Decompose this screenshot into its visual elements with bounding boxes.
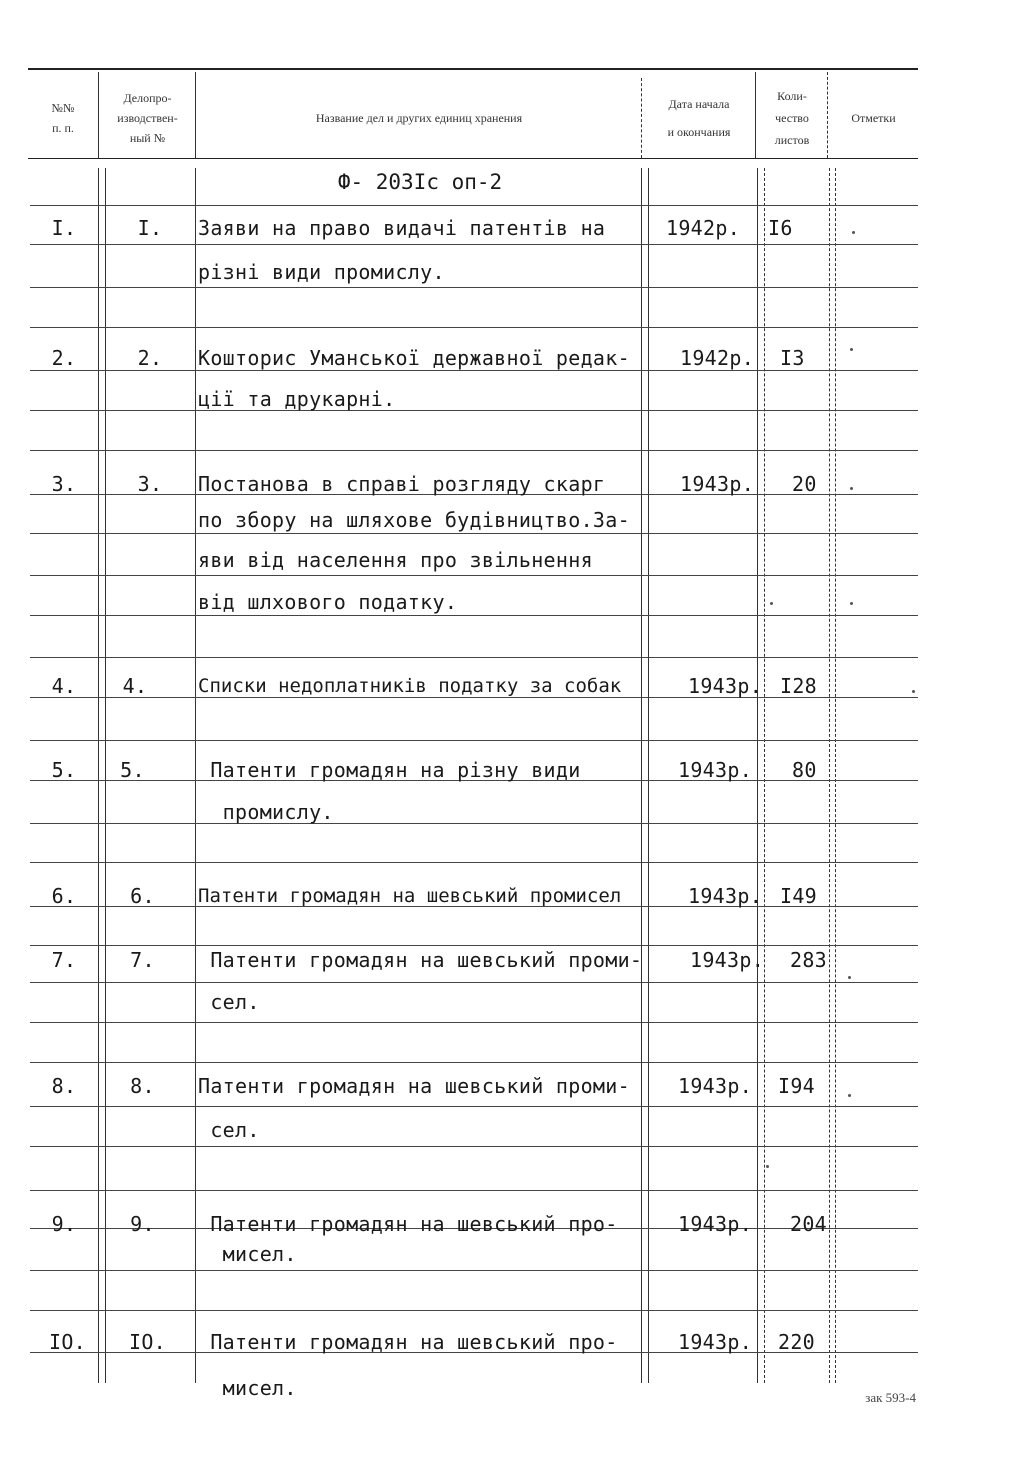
rule bbox=[30, 1146, 918, 1147]
row-8-title-line-1: Патенти громадян на шевський проми- bbox=[198, 1074, 630, 1098]
row-8-date: 1943р. bbox=[678, 1074, 753, 1098]
rule bbox=[30, 1310, 918, 1311]
row-9-num: 9. bbox=[51, 1212, 77, 1236]
header-col-office-num: Делопро- изводствен- ный № bbox=[117, 91, 178, 145]
fond-label: Ф- 203Iс оп-2 bbox=[337, 170, 503, 194]
rule bbox=[30, 1270, 918, 1271]
row-1-title-line-2: різні види промислу. bbox=[198, 260, 445, 284]
row-5-num: 5. bbox=[51, 758, 77, 782]
vline-body-5b bbox=[835, 168, 836, 1383]
header-bottom-rule bbox=[28, 158, 918, 159]
row-3-title-line-1: Постанова в справі розгляду скарг bbox=[198, 472, 606, 496]
header-col-dates: Дата начала и окончания bbox=[667, 97, 731, 139]
row-1-date: 1942р. bbox=[666, 216, 741, 240]
vline-header-5 bbox=[827, 72, 828, 158]
print-order-mark: зак 593-4 bbox=[865, 1390, 916, 1405]
row-10-date: 1943р. bbox=[678, 1330, 753, 1354]
row-8-title-line-2: сел. bbox=[198, 1118, 260, 1142]
row-6-sheets: I49 bbox=[780, 884, 818, 908]
row-3-sheets: 20 bbox=[792, 472, 817, 496]
row-5-title-line-2: промислу. bbox=[198, 800, 334, 824]
row-8-num: 8. bbox=[51, 1074, 77, 1098]
row-3-date: 1943р. bbox=[680, 472, 755, 496]
row-9-title-line-1: Патенти громадян на шевський про- bbox=[198, 1212, 618, 1236]
row-6-title-line-1: Патенти громадян на шевський промисел bbox=[198, 885, 622, 907]
scan-speck bbox=[848, 976, 851, 979]
row-3-title-line-2: по збору на шляхове будівництво.За- bbox=[198, 508, 630, 532]
row-7-sheets: 283 bbox=[790, 948, 828, 972]
rule bbox=[30, 370, 918, 371]
row-3-office-num: 3. bbox=[137, 472, 163, 496]
row-5-sheets: 80 bbox=[792, 758, 817, 782]
row-7-num: 7. bbox=[51, 948, 77, 972]
row-7-date: 1943р. bbox=[690, 948, 765, 972]
row-10-title-line-1: Патенти громадян на шевський про- bbox=[198, 1330, 618, 1354]
row-1-num: I. bbox=[51, 216, 77, 240]
scan-speck bbox=[848, 1094, 851, 1097]
rule bbox=[30, 615, 918, 616]
rule bbox=[30, 945, 918, 946]
rule bbox=[30, 410, 918, 411]
row-4-office-num: 4. bbox=[122, 674, 148, 698]
scan-speck bbox=[850, 602, 853, 605]
row-4-title-line-1: Списки недоплатників податку за собак bbox=[198, 675, 622, 697]
row-9-sheets: 204 bbox=[790, 1212, 828, 1236]
row-3-num: 3. bbox=[51, 472, 77, 496]
row-10-num: IO. bbox=[48, 1330, 87, 1354]
row-9-office-num: 9. bbox=[130, 1212, 155, 1236]
rule bbox=[30, 533, 918, 534]
vline-header-1 bbox=[98, 72, 99, 158]
row-4-sheets: I28 bbox=[780, 674, 818, 698]
rule bbox=[30, 575, 918, 576]
row-10-sheets: 220 bbox=[778, 1330, 816, 1354]
scan-speck bbox=[850, 487, 853, 490]
row-5-date: 1943р. bbox=[678, 758, 753, 782]
vline-header-2 bbox=[195, 72, 196, 158]
scan-speck bbox=[770, 602, 773, 605]
row-5-office-num: 5. bbox=[120, 758, 145, 782]
scan-speck bbox=[912, 690, 915, 693]
vline-header-4 bbox=[755, 72, 756, 158]
row-8-office-num: 8. bbox=[130, 1074, 155, 1098]
row-7-office-num: 7. bbox=[130, 948, 155, 972]
row-2-office-num: 2. bbox=[137, 346, 163, 370]
row-6-date: 1943р. bbox=[688, 884, 763, 908]
header-col-title: Название дел и других единиц хранения bbox=[315, 111, 523, 125]
row-2-title-line-1: Кошторис Уманської державної редак- bbox=[198, 346, 630, 370]
row-5-title-line-1: Патенти громадян на різну види bbox=[198, 758, 581, 782]
vline-body-4 bbox=[757, 168, 758, 1383]
rule bbox=[30, 287, 918, 288]
row-3-title-line-4: від шлхового податку. bbox=[198, 590, 458, 614]
row-2-num: 2. bbox=[51, 346, 77, 370]
row-1-sheets: I6 bbox=[768, 216, 793, 240]
vline-body-3b bbox=[648, 168, 649, 1383]
row-6-office-num: 6. bbox=[130, 884, 155, 908]
header-col-num: №№ п. п. bbox=[51, 101, 75, 135]
row-2-date: 1942р. bbox=[680, 346, 755, 370]
rule bbox=[30, 450, 918, 451]
row-10-office-num: IO. bbox=[128, 1330, 167, 1354]
rule bbox=[30, 1190, 918, 1191]
rule bbox=[30, 823, 918, 824]
row-1-title-line-1: Заяви на право видачі патентів на bbox=[198, 216, 606, 240]
row-7-title-line-1: Патенти громадян на шевський проми- bbox=[198, 948, 643, 972]
rule bbox=[30, 205, 918, 206]
scan-speck bbox=[766, 1165, 769, 1168]
vline-body-3 bbox=[641, 168, 642, 1383]
header-col-notes: Отметки bbox=[851, 111, 896, 125]
row-9-title-line-2: мисел. bbox=[198, 1242, 297, 1266]
rule bbox=[30, 244, 918, 245]
row-2-sheets: I3 bbox=[780, 346, 805, 370]
row-4-num: 4. bbox=[51, 674, 77, 698]
row-6-num: 6. bbox=[51, 884, 77, 908]
rule bbox=[30, 1062, 918, 1063]
vline-body-4b bbox=[764, 168, 765, 1383]
row-2-title-line-2: ції та друкарні. bbox=[198, 387, 396, 411]
row-9-date: 1943р. bbox=[678, 1212, 753, 1236]
vline-header-3 bbox=[641, 78, 642, 158]
vline-body-2 bbox=[195, 168, 196, 1383]
rule bbox=[30, 657, 918, 658]
rule bbox=[30, 1022, 918, 1023]
vline-body-1 bbox=[98, 168, 99, 1383]
rule bbox=[30, 1106, 918, 1107]
rule bbox=[30, 982, 918, 983]
row-10-title-line-2: мисел. bbox=[198, 1376, 297, 1400]
header-top-rule bbox=[28, 68, 918, 70]
row-3-title-line-3: яви від населення про звільнення bbox=[198, 548, 593, 572]
rule bbox=[30, 862, 918, 863]
row-8-sheets: I94 bbox=[778, 1074, 816, 1098]
row-1-office-num: I. bbox=[137, 216, 163, 240]
rule bbox=[30, 740, 918, 741]
row-4-date: 1943р. bbox=[688, 674, 763, 698]
row-7-title-line-2: сел. bbox=[198, 990, 260, 1014]
rule bbox=[30, 327, 918, 328]
scan-speck bbox=[852, 231, 855, 234]
header-col-sheets: Коли- чество листов bbox=[774, 89, 810, 147]
vline-body-5 bbox=[829, 168, 830, 1383]
scan-speck bbox=[850, 348, 853, 351]
